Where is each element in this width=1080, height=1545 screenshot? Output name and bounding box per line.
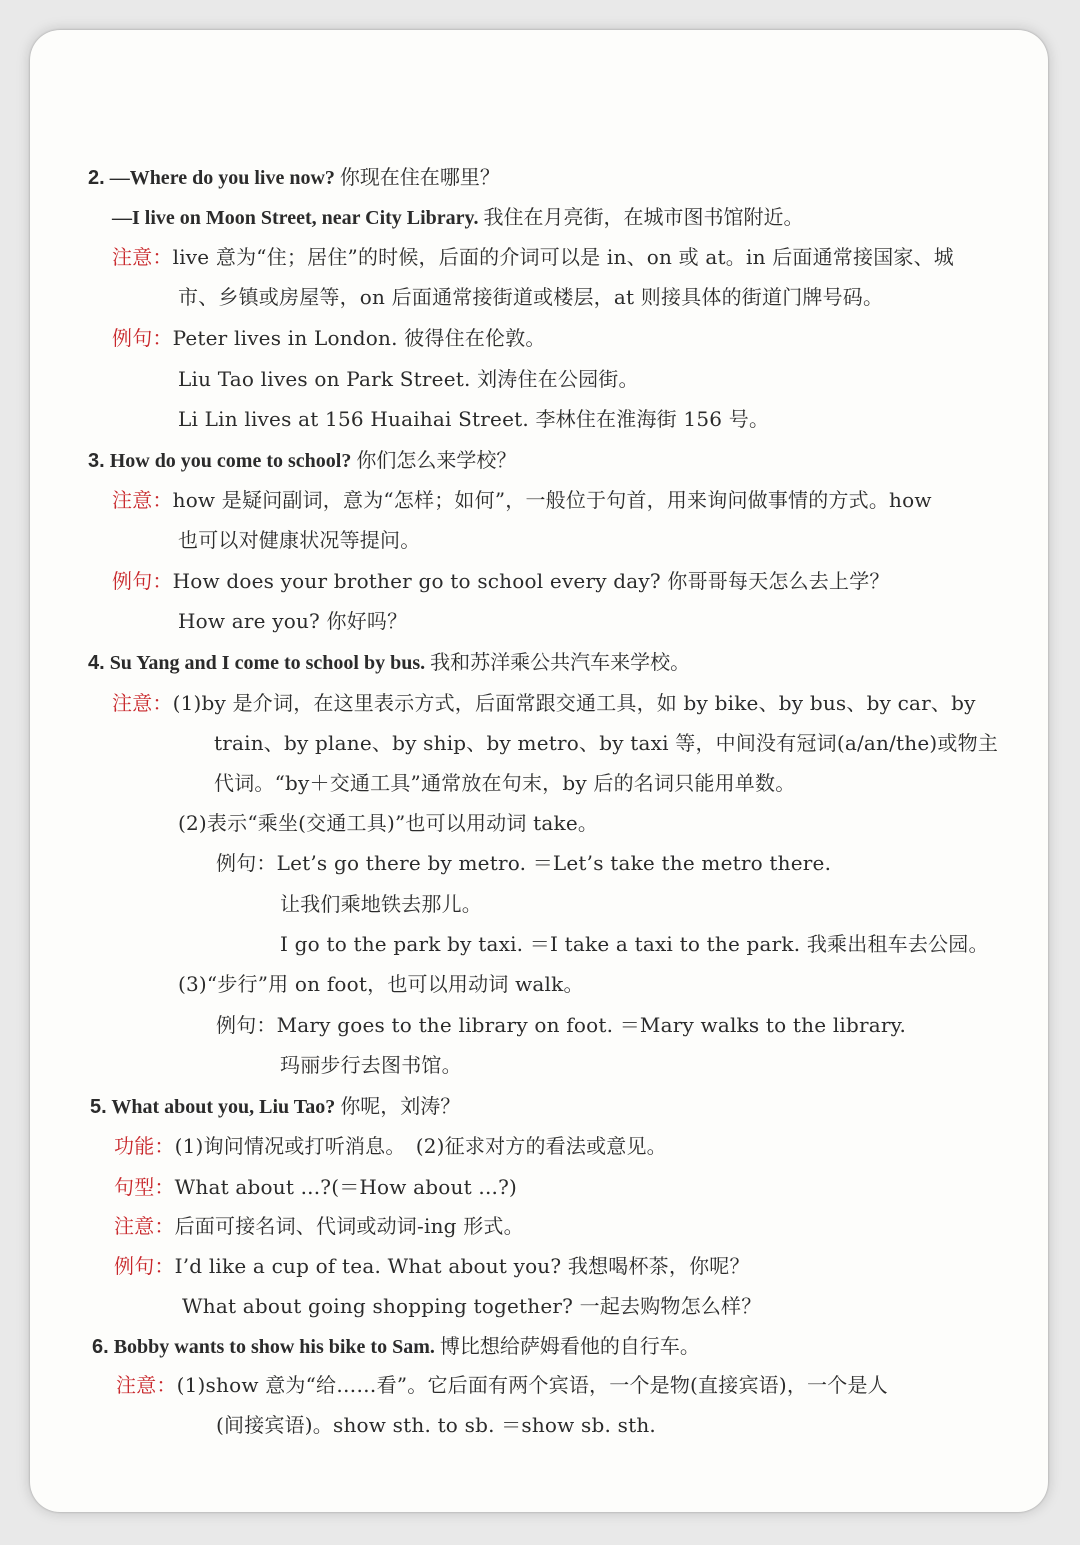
item-2-example-1 — [112, 326, 546, 350]
item-5-function — [114, 1134, 667, 1158]
item-2-answer — [112, 205, 803, 230]
note-label: 注意： — [116, 1373, 177, 1397]
note-text: 后面可接名词、代词或动词-ing 形式。 — [174, 1214, 524, 1238]
answer-en: —I live on Moon Street, near City Library. — [112, 207, 479, 229]
item-6-question — [92, 1334, 700, 1359]
item-4-note-2: (2)表示“乘坐(交通工具)”也可以用动词 take。 — [178, 811, 599, 835]
note-label: 注意： — [114, 1214, 175, 1238]
item-3-example-1 — [112, 569, 890, 593]
pattern-label: 句型： — [114, 1175, 175, 1199]
item-6-note-line-1 — [116, 1373, 888, 1397]
item-5-note — [114, 1214, 524, 1238]
document-page — [30, 30, 1048, 1512]
item-2-question — [88, 165, 500, 190]
item-5-question — [90, 1094, 460, 1119]
document-content — [30, 30, 1048, 1512]
item-3-note-line-2: 也可以对健康状况等提问。 — [178, 528, 421, 552]
item-6-note-line-2: (间接宾语)。show sth. to sb. ＝show sb. sth. — [216, 1413, 656, 1437]
item-4-note-3-example-1 — [216, 1013, 906, 1037]
pattern-text: What about ...?(＝How about ...?) — [174, 1175, 518, 1199]
item-2-example-3: Li Lin lives at 156 Huaihai Street. 李林住在淮海街 156 号。 — [178, 407, 770, 431]
example-label: 例句： — [216, 851, 277, 875]
note-text: live 意为“住；居住”的时候，后面的介词可以是 in、on 或 at。in 后面通常接国家、城 — [172, 245, 955, 269]
question-cn: 博比想给萨姆看他的自行车。 — [439, 1334, 700, 1358]
note-text: (1)by 是介词，在这里表示方式，后面常跟交通工具，如 by bike、by bus、by car、by — [172, 691, 976, 715]
item-number: 2. — [88, 167, 105, 189]
item-4-note-2-example-1 — [216, 851, 831, 875]
example-text: Mary goes to the library on foot. ＝Mary walks to the library. — [276, 1013, 907, 1037]
note-label: 注意： — [112, 488, 173, 512]
item-number: 3. — [88, 450, 105, 472]
example-label: 例句： — [114, 1254, 175, 1278]
item-3-example-2: How are you? 你好吗？ — [178, 609, 408, 633]
item-4-note-2-example-2: I go to the park by taxi. ＝I take a taxi to the park. 我乘出租车去公园。 — [280, 932, 989, 956]
note-text: how 是疑问副词，意为“怎样；如何”，一般位于句首，用来询问做事情的方式。how — [172, 488, 932, 512]
question-cn: 你呢，刘涛？ — [340, 1094, 461, 1118]
question-cn: 你们怎么来学校？ — [356, 448, 517, 472]
function-label: 功能： — [114, 1134, 175, 1158]
item-3-question — [88, 448, 516, 473]
item-4-note-3: (3)“步行”用 on foot，也可以用动词 walk。 — [178, 972, 584, 996]
item-4-question — [88, 650, 690, 675]
note-label: 注意： — [112, 691, 173, 715]
item-4-note-1-line-2: train、by plane、by ship、by metro、by taxi 等，中间没有冠词(a/an/the)或物主 — [214, 731, 999, 755]
item-2-example-2: Liu Tao lives on Park Street. 刘涛住在公园街。 — [178, 367, 639, 391]
question-en: —Where do you live now? — [109, 167, 335, 189]
item-2-note-line-1 — [112, 245, 954, 269]
item-4-note-1-line-3: 代词。“by＋交通工具”通常放在句末，by 后的名词只能用单数。 — [214, 771, 796, 795]
answer-cn: 我住在月亮街，在城市图书馆附近。 — [483, 205, 804, 229]
note-label: 注意： — [112, 245, 173, 269]
question-cn: 你现在住在哪里？ — [339, 165, 500, 189]
item-number: 4. — [88, 652, 105, 674]
function-text: (1)询问情况或打听消息。 (2)征求对方的看法或意见。 — [174, 1134, 667, 1158]
item-4-note-2-example-1-cn: 让我们乘地铁去那儿。 — [280, 892, 482, 916]
question-en: Su Yang and I come to school by bus. — [109, 652, 426, 674]
item-4-note-1-line-1 — [112, 691, 976, 715]
question-en: Bobby wants to show his bike to Sam. — [113, 1336, 435, 1358]
item-5-example-1 — [114, 1254, 750, 1278]
item-4-note-3-example-1-cn: 玛丽步行去图书馆。 — [280, 1053, 462, 1077]
example-text: Let’s go there by metro. ＝Let’s take the metro there. — [276, 851, 832, 875]
item-5-example-2: What about going shopping together? 一起去购物怎么样？ — [182, 1294, 762, 1318]
question-cn: 我和苏洋乘公共汽车来学校。 — [430, 650, 691, 674]
question-en: What about you, Liu Tao? — [111, 1096, 336, 1118]
example-text: How does your brother go to school every day? 你哥哥每天怎么去上学？ — [172, 569, 890, 593]
example-label: 例句： — [112, 569, 173, 593]
example-text: Peter lives in London. 彼得住在伦敦。 — [172, 326, 546, 350]
note-text: (1)show 意为“给……看”。它后面有两个宾语，一个是物(直接宾语)，一个是人 — [176, 1373, 888, 1397]
question-en: How do you come to school? — [109, 450, 352, 472]
example-label: 例句： — [216, 1013, 277, 1037]
item-2-note-line-2: 市、乡镇或房屋等，on 后面通常接街道或楼层，at 则接具体的街道门牌号码。 — [178, 285, 884, 309]
item-5-pattern — [114, 1175, 517, 1199]
example-text: I’d like a cup of tea. What about you? 我想喝杯茶，你呢？ — [174, 1254, 750, 1278]
item-number: 6. — [92, 1336, 109, 1358]
item-number: 5. — [90, 1096, 107, 1118]
example-label: 例句： — [112, 326, 173, 350]
item-3-note-line-1 — [112, 488, 932, 512]
